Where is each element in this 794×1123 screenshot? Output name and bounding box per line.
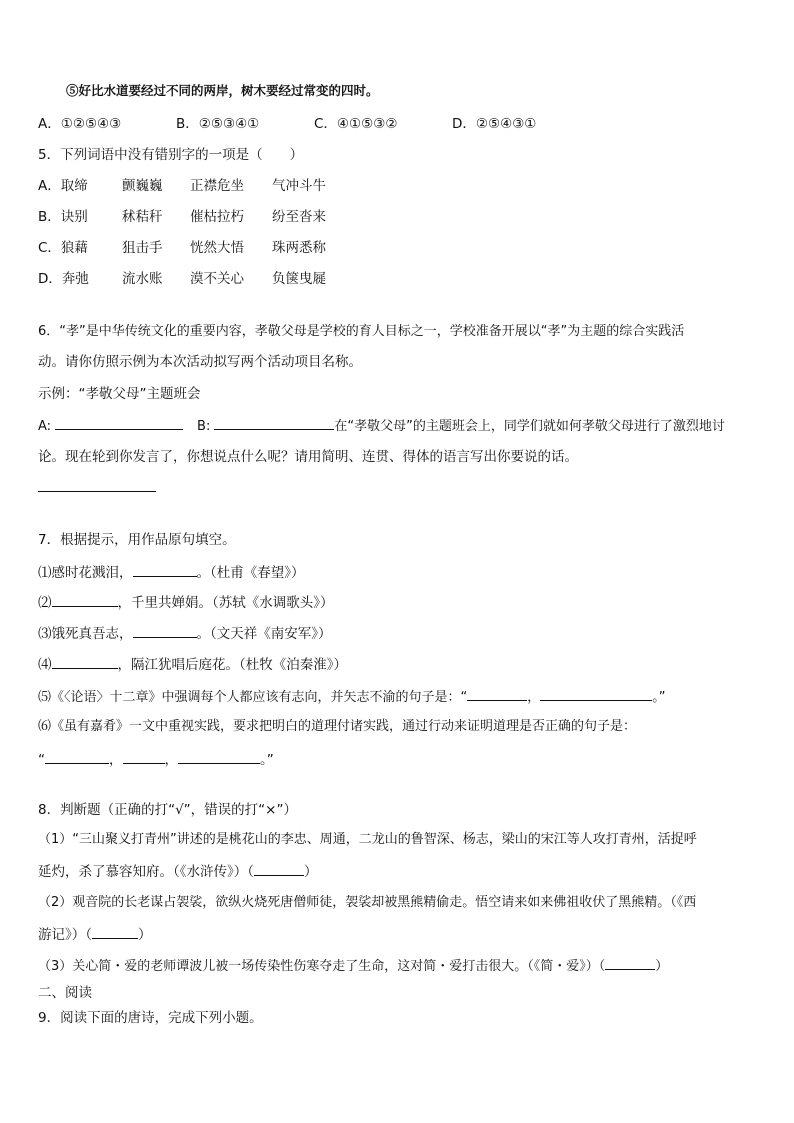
q7-stem: 7．根据提示，用作品原句填空。 [38,532,236,548]
q5-b-word-2: 秫秸秆 [122,209,163,225]
q8-s1-line-1: （1）“三山聚义打青州”讲述的是桃花山的李忠、周通，二龙山的鲁智深、杨志，梁山的宋江等人攻打青州，活捉呼 [38,832,697,847]
q5-b-word-4: 纷至沓来 [272,209,326,225]
q7-i5-comma: ， [527,690,541,705]
q6-a-label: A: [38,419,52,434]
q5-d-word-3: 漠不关心 [190,271,244,287]
q8-s2-line-2 [38,924,152,945]
q7-item-6-answer [38,749,274,770]
q7-item-6: ⑹《虽有嘉肴》一文中重视实践，要求把明白的道理付诸实践，通过行动来证明道理是否正确的句子是： [38,719,637,734]
q7-i4-text: ⑷ [38,657,52,673]
q5-a-word-1: A．取缔 [38,178,88,194]
q7-i5-blank-1[interactable] [467,686,527,701]
q7-i6-sep-1: ， [109,752,123,768]
q5-a-word-2: 颤巍巍 [122,178,163,194]
q7-i1-blank[interactable] [133,562,197,577]
q5-b-word-1: B．诀别 [38,209,88,225]
q6-b-label: B: [197,419,211,434]
q7-item-5 [38,686,666,708]
q7-i3-source: 。（文天祥《南安军》） [196,626,332,642]
q8-s3-line [38,955,668,977]
q9-stem: 9．阅读下面的唐诗，完成下列小题。 [38,1010,263,1026]
q4-option-b: B．②⑤③④① [176,116,260,132]
q8-stem: 8．判断题（正确的打“√”，错误的打“×”） [38,802,297,818]
q5-d-word-4: 负箧曳屣 [272,271,326,287]
q8-s1-close: ） [304,864,318,880]
q5-c-word-3: 恍然大悟 [190,240,244,256]
q7-i4-blank[interactable] [52,654,118,669]
q7-i2-text: ⑵ [38,595,52,611]
q7-item-3 [38,623,332,644]
q8-s2-text: 游记》）（ [38,927,92,943]
q8-s1-blank[interactable] [254,861,304,876]
q7-i1-source: 。（杜甫《春望》） [196,565,305,581]
q5-b-word-3: 催枯拉朽 [190,209,244,225]
q6-line-5: 论。现在轮到你发言了，你想说点什么呢？请用简明、连贯、得体的语言写出你要说的话。 [38,449,578,465]
q6-answer-line [38,415,725,437]
q4-option-d: D．②⑤④③① [452,116,537,132]
q7-item-1 [38,562,305,583]
q8-s1-line-2 [38,861,318,882]
q5-c-word-2: 狙击手 [122,240,163,256]
q5-c-word-4: 珠两悉称 [272,240,326,256]
q6-line-4-tail: 在“孝敬父母”的主题班会上，同学们就如何孝敬父母进行了激烈地讨 [334,419,725,434]
q8-s2-close: ） [138,927,152,943]
q8-s2-line-1: （2）观音院的长老谋占袈裟，欲纵火烧死唐僧师徒，袈裟却被黑熊精偷走。悟空请来如来佛祖收伏了黑熊精。（《西 [38,895,697,910]
q7-i3-blank[interactable] [133,623,197,638]
q7-i3-text: ⑶饿死真吾志， [38,626,133,642]
q8-s3-blank[interactable] [605,955,655,970]
q7-item-2 [38,592,334,613]
q6-b-blank[interactable] [214,415,334,430]
q5-c-word-1: C．狼藉 [38,240,88,256]
q7-i5-close: 。” [652,690,666,705]
q6-speech-blank[interactable] [38,491,156,492]
q7-i1-text: ⑴感时花溅泪， [38,565,133,581]
q5-a-word-4: 气冲斗牛 [272,178,326,194]
q6-a-blank[interactable] [55,415,183,430]
q7-i6-blank-3[interactable] [178,749,260,764]
q8-s3-text: （3）关心简・爱的老师谭波儿被一场传染性伤寒夺走了生命，这对简・爱打击很大。（《简・爱》）（ [38,959,606,974]
q6-example: 示例：“孝敬父母”主题班会 [38,386,201,402]
q6-line-1: 6．“孝”是中华传统文化的重要内容，孝敬父母是学校的育人目标之一，学校准备开展以“孝”为主题的综合实践活 [38,324,685,339]
q4-item-5: ⑤好比水道要经过不同的两岸，树木要经过常变的四时。 [66,83,379,98]
q4-option-a: A．①②⑤④③ [38,116,122,132]
q7-i6-blank-2[interactable] [123,749,165,764]
q7-i6-close: 。” [260,752,274,768]
q7-i6-open: “ [38,752,45,768]
q7-i2-blank[interactable] [52,592,118,607]
q4-option-c: C．④①⑤③② [314,116,398,132]
q7-i5-text: ⑸《〈论语〉十二章》中强调每个人都应该有志向，并矢志不渝的句子是：“ [38,690,468,705]
q8-s2-blank[interactable] [92,924,138,939]
q7-i4-source: ，隔江犹唱后庭花。（杜牧《泊秦淮》） [117,657,347,673]
q7-i6-blank-1[interactable] [45,749,109,764]
q7-i2-source: ，千里共婵娟。（苏轼《水调歌头》） [117,595,334,611]
q5-d-word-1: D．奔弛 [38,271,89,287]
q5-stem: 5．下列词语中没有错别字的一项是（ ） [38,147,304,163]
q7-i6-sep-2: ， [164,752,178,768]
q7-item-4 [38,654,347,675]
q5-a-word-3: 正襟危坐 [190,178,244,194]
q8-s1-text: 延灼，杀了慕容知府。（《水浒传》）（ [38,864,254,880]
q5-d-word-2: 流水账 [122,271,163,287]
q8-s3-close: ） [655,959,669,974]
q6-line-2: 动。请你仿照示例为本次活动拟写两个活动项目名称。 [38,354,362,370]
q7-i5-blank-2[interactable] [540,686,652,701]
section-2-heading: 二、阅读 [38,985,92,1001]
